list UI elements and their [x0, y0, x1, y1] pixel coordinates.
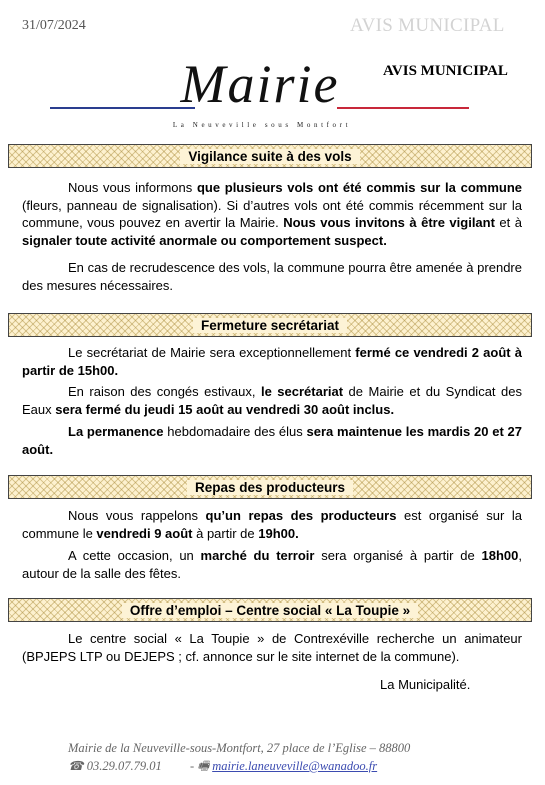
paragraph — [22, 630, 522, 665]
paragraph — [22, 259, 522, 294]
bold-text: 19h00. — [258, 525, 299, 541]
phone-icon: ☎ — [68, 759, 84, 773]
text-run: Nous vous informons — [68, 180, 197, 195]
signature: La Municipalité. — [380, 677, 471, 692]
section-header-vigilance — [8, 144, 532, 168]
bold-text: vendredi 9 août — [96, 525, 193, 541]
text-run: En raison des congés estivaux, — [68, 384, 261, 399]
footer-separator: - — [189, 759, 195, 773]
section-header-fermeture — [8, 313, 532, 337]
footer-contact — [68, 757, 377, 778]
text-run: (fleurs, panneau de signalisation). Si d’autres vols ont été commis récemment sur la commune, vous pouvez en avertir la Mairie. — [22, 197, 522, 230]
text-run: de Mairie et du Syndicat des Eaux — [22, 384, 522, 417]
paragraph — [22, 547, 522, 582]
section-header-repas — [8, 475, 532, 499]
section-title: Offre d’emploi – Centre social « La Toupie » — [122, 603, 418, 618]
bold-text: fermé ce vendredi 2 août à partir de 15h00. — [22, 345, 523, 378]
section-title: Vigilance suite à des vols — [180, 149, 359, 164]
text-run: Le centre social « La Toupie » de Contrexéville recherche un animateur (BPJEPS LTP ou DEJEPS ; cf. annonce sur le site internet de la commune). — [22, 631, 522, 664]
bold-text: Nous vous invitons à être vigilant — [283, 215, 495, 230]
paragraph — [22, 179, 522, 249]
text-run: En cas de recrudescence des vols, la commune pourra être amenée à prendre des mesures nécessaires. — [22, 260, 522, 293]
paragraph — [22, 423, 522, 458]
footer-email-link[interactable]: mairie.laneuveville@wanadoo.fr — [212, 759, 378, 773]
footer-address: Mairie de la Neuveville-sous-Montfort, 27 place de l’Eglise – 88800 — [68, 741, 411, 755]
document-date: 31/07/2024 — [22, 18, 86, 33]
bold-text: La permanence — [68, 424, 164, 439]
footer-phone: 03.29.07.79.01 — [86, 759, 162, 773]
section-title: Fermeture secrétariat — [193, 318, 347, 333]
bold-text: 18h00 — [481, 548, 519, 563]
text-run: hebdomadaire des élus — [163, 424, 307, 439]
bold-text: que plusieurs vols ont été commis sur la commune — [196, 180, 522, 195]
text-run: et à — [494, 215, 522, 230]
bold-text: signaler toute activité anormale ou comportement suspect. — [22, 232, 387, 248]
bold-text: sera maintenue les mardis 20 et 27 août. — [22, 424, 523, 457]
paragraph — [22, 507, 522, 542]
bold-text: qu’un repas des producteurs — [205, 508, 397, 523]
text-run: , autour de la salle des fêtes. — [22, 548, 522, 581]
paragraph — [22, 344, 522, 379]
page-title: AVIS MUNICIPAL — [383, 63, 508, 79]
text-run: Le secrétariat de Mairie sera exceptionnellement — [68, 345, 356, 360]
header-watermark-title: AVIS MUNICIPAL — [350, 15, 505, 36]
fax-icon: 🖷 — [197, 759, 210, 773]
bold-text: marché du terroir — [200, 548, 315, 563]
text-run: sera organisé à partir de — [314, 548, 482, 563]
section-title: Repas des producteurs — [187, 480, 353, 495]
mairie-logo — [45, 50, 480, 140]
logo-subtitle: La Neuveville sous Montfort — [172, 121, 352, 129]
text-run: A cette occasion, un — [68, 548, 201, 563]
logo-word: Mairie — [180, 54, 340, 114]
text-run: à partir de — [192, 525, 259, 541]
text-run: Nous vous rappelons — [68, 508, 206, 523]
bold-text: le secrétariat — [260, 384, 344, 399]
bold-text: sera fermé du jeudi 15 août au vendredi 30 août inclus. — [55, 401, 395, 417]
paragraph — [22, 383, 522, 418]
text-run: est organisé sur la commune le — [22, 508, 522, 541]
section-header-offre-emploi — [8, 598, 532, 622]
